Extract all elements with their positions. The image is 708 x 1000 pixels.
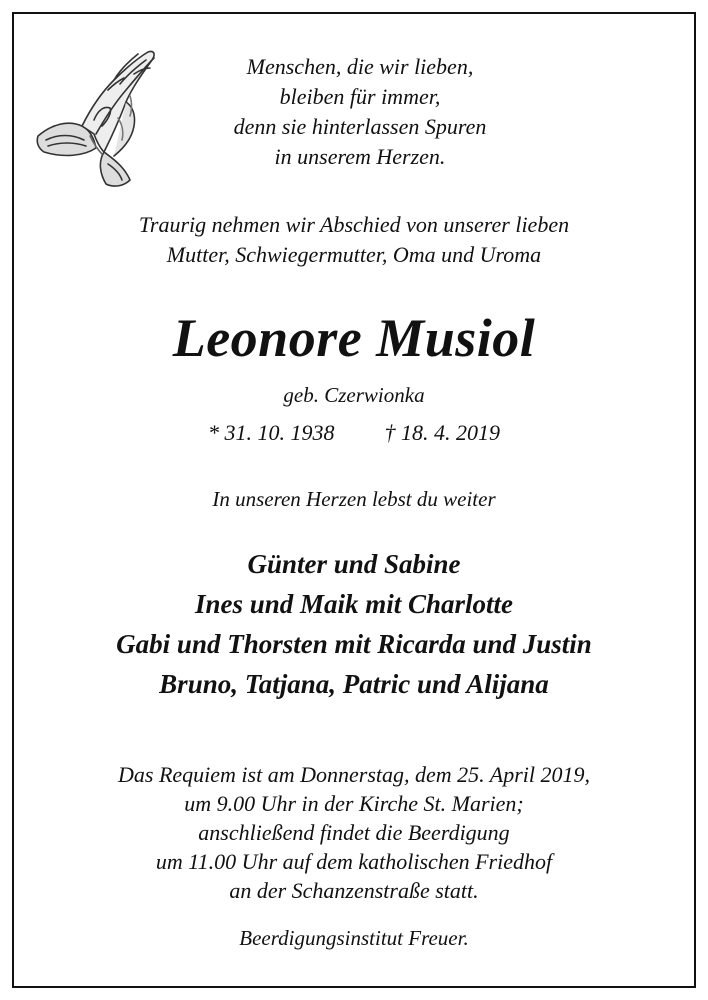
maiden-name: geb. Czerwionka <box>283 383 425 407</box>
service-line: an der Schanzenstraße statt. <box>229 878 479 903</box>
funeral-home: Beerdigungsinstitut Freuer. <box>239 926 469 950</box>
praying-hands-icon <box>34 40 164 190</box>
memorial-verse <box>170 52 550 172</box>
family-line: Gabi und Thorsten mit Ricarda und Justin <box>116 629 592 659</box>
service-line: um 9.00 Uhr in der Kirche St. Marien; <box>184 791 524 816</box>
intro-line: Traurig nehmen wir Abschied von unserer lieben <box>138 212 570 237</box>
service-line: Das Requiem ist am Donnerstag, dem 25. April 2019, <box>118 762 590 787</box>
birth-date: * 31. 10. 1938 <box>208 420 335 445</box>
verse-line: bleiben für immer, <box>279 84 441 109</box>
farewell-intro <box>20 210 688 270</box>
family-line: Günter und Sabine <box>247 549 461 579</box>
mourning-family <box>10 544 698 704</box>
life-dates <box>0 418 708 448</box>
service-line: anschließend findet die Beerdigung <box>198 820 510 845</box>
family-line: Bruno, Tatjana, Patric und Alijana <box>159 669 549 699</box>
service-line: um 11.00 Uhr auf dem katholischen Friedhof <box>155 849 553 874</box>
verse-line: in unserem Herzen. <box>274 144 446 169</box>
service-details <box>20 760 688 905</box>
family-line: Ines und Maik mit Charlotte <box>194 589 514 619</box>
intro-line: Mutter, Schwiegermutter, Oma und Uroma <box>166 242 542 267</box>
death-date: † 18. 4. 2019 <box>384 420 500 445</box>
verse-line: Menschen, die wir lieben, <box>246 54 474 79</box>
deceased-name: Leonore Musiol <box>172 308 536 368</box>
tagline: In unseren Herzen lebst du weiter <box>212 487 496 511</box>
verse-line: denn sie hinterlassen Spuren <box>233 114 487 139</box>
